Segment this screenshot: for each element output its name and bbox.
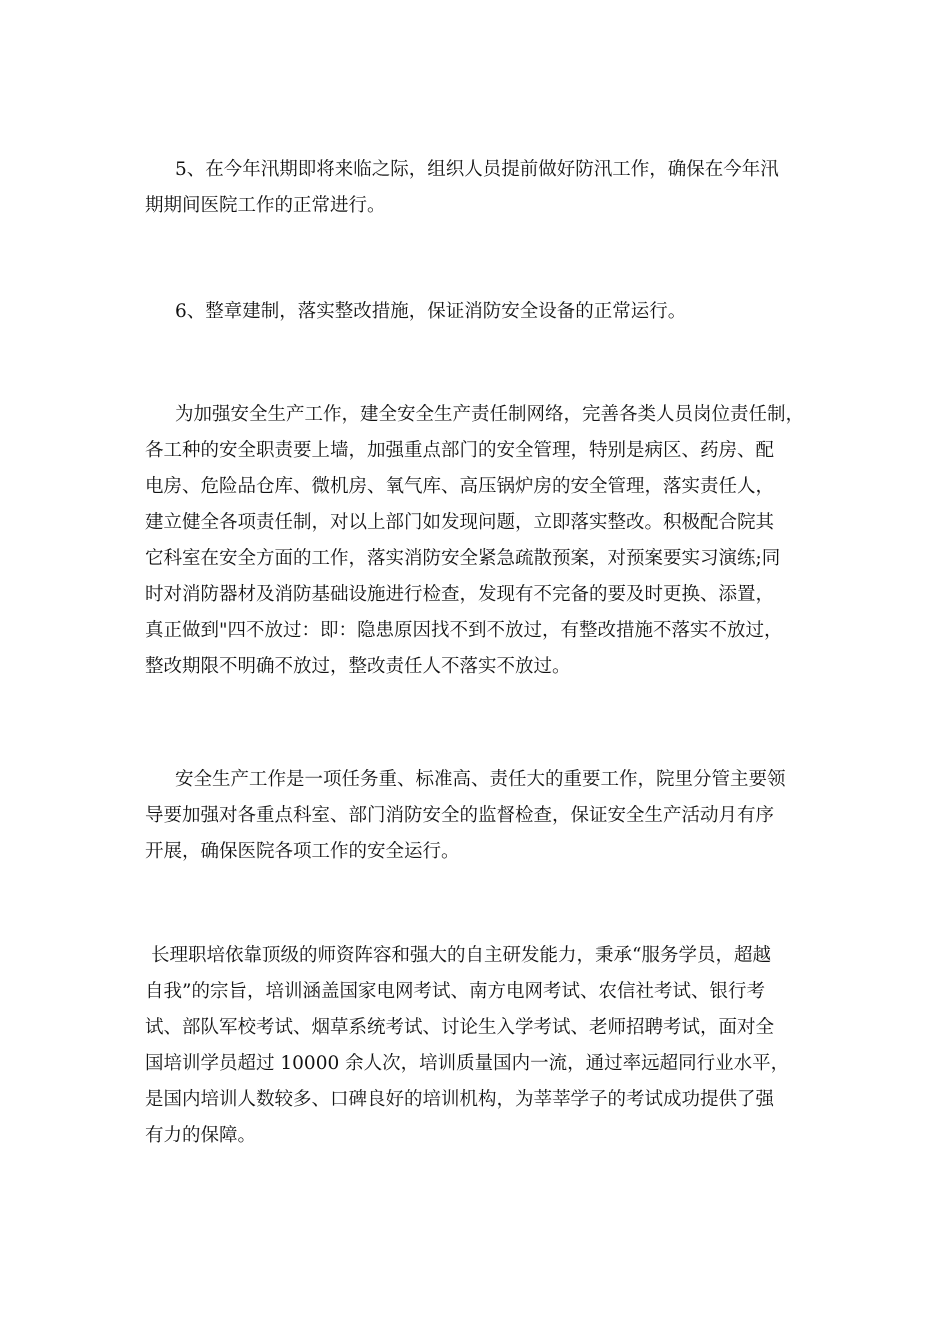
text-line: 真正做到"四不放过：即：隐患原因找不到不放过，有整改措施不落实不放过，	[145, 620, 783, 641]
paragraph-training-advertisement	[145, 938, 835, 1154]
paragraph-flood-prevention	[145, 152, 835, 224]
text-line: 5、在今年汛期即将来临之际，组织人员提前做好防汛工作，确保在今年汛	[175, 159, 779, 180]
text-line: 国培训学员超过 10000 余人次，培训质量国内一流，通过率远超同行业水平，	[145, 1053, 790, 1074]
text-line: 建立健全各项责任制，对以上部门如发现问题，立即落实整改。积极配合院其	[145, 512, 775, 533]
text-line: 时对消防器材及消防基础设施进行检查，发现有不完备的要及时更换、添置，	[145, 584, 775, 605]
paragraph-responsibility-system	[145, 397, 835, 685]
text-line: 导要加强对各重点科室、部门消防安全的监督检查，保证安全生产活动月有序	[145, 805, 775, 826]
text-line: 开展，确保医院各项工作的安全运行。	[145, 841, 460, 862]
text-line: 期期间医院工作的正常进行。	[145, 195, 386, 216]
text-line: 它科室在安全方面的工作，落实消防安全紧急疏散预案，对预案要实习演练;同	[145, 548, 781, 569]
text-line: 安全生产工作是一项任务重、标准高、责任大的重要工作，院里分管主要领	[175, 769, 786, 790]
text-line: 整改期限不明确不放过，整改责任人不落实不放过。	[145, 656, 571, 677]
text-line: 6、整章建制，落实整改措施，保证消防安全设备的正常运行。	[175, 301, 687, 322]
text-line: 有力的保障。	[145, 1125, 257, 1146]
paragraph-safety-production-work	[145, 762, 835, 870]
text-line: 试、部队军校考试、烟草系统考试、讨论生入学考试、老师招聘考试，面对全	[145, 1017, 775, 1038]
text-line: 为加强安全生产工作，建全安全生产责任制网络，完善各类人员岗位责任制，	[175, 404, 805, 425]
paragraph-fire-safety-equipment	[145, 294, 835, 330]
text-line: 自我”的宗旨，培训涵盖国家电网考试、南方电网考试、农信社考试、银行考	[145, 981, 765, 1002]
text-line: 是国内培训人数较多、口碑良好的培训机构，为莘莘学子的考试成功提供了强	[145, 1089, 775, 1110]
text-line: 各工种的安全职责要上墙，加强重点部门的安全管理，特别是病区、药房、配	[145, 440, 775, 461]
text-line: 电房、危险品仓库、微机房、氧气库、高压锅炉房的安全管理，落实责任人，	[145, 476, 775, 497]
text-line: 长理职培依靠顶级的师资阵容和强大的自主研发能力，秉承“服务学员，超越	[151, 945, 771, 966]
